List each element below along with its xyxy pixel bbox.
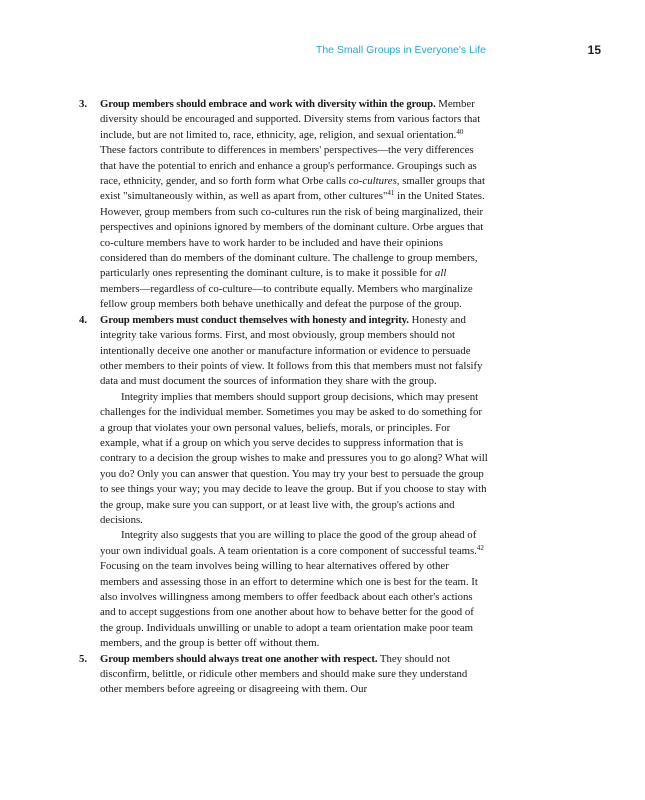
page-number: 15 [587,43,601,57]
item-number: 3. [79,98,88,110]
item-lead: Group members should always treat one another with respect. [100,652,378,665]
footnote-ref: 40 [456,127,464,136]
footnote-ref: 42 [476,543,484,552]
body-text [79,97,488,698]
item-4-paragraph-3 [100,528,488,651]
item-number: 4. [79,313,88,326]
list-item-4 [79,313,488,652]
paragraph-text: Honesty and integrity take various forms. First, and most obviously, group members should not intentionally deceive one another or manufacture information or evidence to persuade other members to their points of view. It follows from this that members must not falsify data and must document the sources of information they share with the group. [100,313,483,388]
item-4-paragraph-1 [100,313,488,390]
paragraph-text: in the United States. However, group members from such co-cultures run the risk of being marginalized, their perspectives and opinions ignored by members of the dominant culture. Orbe argues that co-culture members have to work harder to be included and have their opinions considered than do members of the dominant culture. The challenge to group members, particularly ones representing the dominant culture, is to make it possible for [100,190,485,280]
list-item-3 [79,97,488,313]
footnote-ref: 41 [387,189,395,198]
key-term: co-cultures, [348,175,400,188]
running-title: The Small Groups in Everyone's Life [315,44,486,56]
paragraph-text: These factors contribute to differences in members' perspectives—the very differences that have the potential to enrich and enhance a group's performance. Groupings such as race, ethnicity, gender, and so forth form what Orbe calls [100,144,477,188]
paragraph-text: Member diversity should be encouraged and supported. Diversity stems from various factors that include, but are not limited to, race, ethnicity, age, religion, and sexual orientation. [100,98,481,141]
paragraph-text: Focusing on the team involves being willing to hear alternatives offered by other members and assessing those in an effort to determine which one is best for the team. It also involves willingness among members to offer feedback about each other's actions and to accept suggestions from one another about how to behave better for the good of the group. Individuals unwilling or unable to adopt a team orientation make poor team members, and the group is better off without them. [100,560,478,650]
item-number: 5. [79,652,88,665]
paragraph-text: members—regardless of co-culture—to contribute equally. Members who marginalize fellow group members both behave unethically and defeat the purpose of the group. [100,282,473,311]
paragraph-text: They should not disconfirm, belittle, or ridicule other members and should make sure they understand other members before agreeing or disagreeing with them. Our [100,652,468,696]
emphasis: all [434,267,447,280]
paragraph-text: Integrity also suggests that you are willing to place the good of the group ahead of your own individual goals. A team orientation is a core component of successful teams. [100,529,477,557]
item-4-paragraph-2: Integrity implies that members should support group decisions, which may present challenges for the individual member. Sometimes you may be asked to do something for a group that violates your own personal values, beliefs, morals, or principles. For example, what if a group on which you serve decides to suppress information that is contrary to a decision the group wishes to make and pressures you to go along? What will you do? Only you can answer that question. You may try your best to persuade the group to see things your way; you may decide to leave the group. But if you choose to stay with the group, make sure you can support, or at least live with, the group's actions and decisions. [100,390,488,526]
running-header [0,44,645,60]
item-lead: Group members must conduct themselves with honesty and integrity. [100,313,409,326]
paragraph-text: smaller groups that exist "simultaneously within, as well as apart from, other cultures" [100,175,485,203]
item-5-paragraph [100,652,488,698]
item-3-paragraph [100,97,488,313]
item-lead: Group members should embrace and work with diversity within the group. [100,98,436,110]
list-item-5 [79,652,488,698]
